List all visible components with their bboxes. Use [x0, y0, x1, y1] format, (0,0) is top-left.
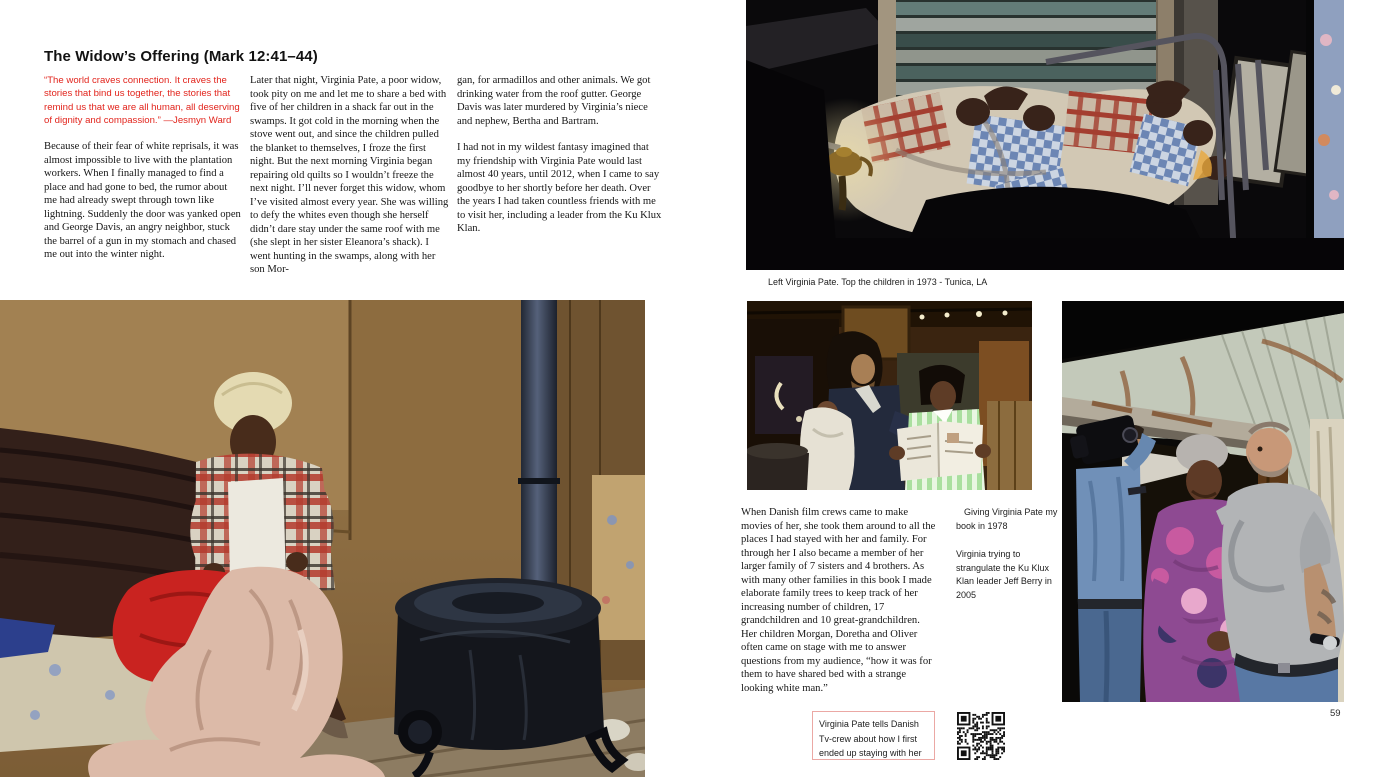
quilt-repair-illustration [0, 300, 645, 777]
caption-strangle-2005: Virginia trying to strangulate the Ku Klux Klan leader Jeff Berry in 2005 [956, 549, 1052, 600]
page-title: The Widow’s Offering (Mark 12:41–44) [44, 48, 318, 66]
pull-quote: “The world craves connection. It craves the stories that bind us together, the stories that remind us that we are all human, all deserving of dignity and compassion.” —Jesmyn Ward [44, 75, 240, 127]
caption-book-1978: Giving Virginia Pate my book in 1978 [956, 507, 1058, 531]
qr-code-graphic [957, 712, 1005, 760]
qr-code [957, 712, 1005, 760]
book-reading-illustration [747, 301, 1032, 490]
body-column-1: Because of their fear of white reprisals, it was almost impossible to live with the plantation workers. When I finally managed to find a place and had gone to bed, the rumor about me had already swept through town like lightning. Suddenly the door was yanked open and George Davis, an angry neighbor, stuck the barrel of a gun in my stomach and chased me out into the winter night. [44, 141, 241, 260]
photo-children-sleeping [746, 0, 1344, 270]
photo-strangle-hug [1062, 301, 1344, 702]
photo-caption: Left Virginia Pate. Top the children in 1973 - Tunica, LA [768, 277, 988, 287]
body-column-3-para-2: I had not in my wildest fantasy imagined that my friendship with Virginia Pate would last almost 40 years, until 2012, when I came to say goodbye to her shortly before her death. Over the years I had taken countless friends with me to visit her, including a leader from the Ku Klux Klan. [457, 142, 662, 234]
body-column-3 [457, 74, 662, 249]
page-number: 59 [1330, 708, 1341, 719]
photo-book-reading [747, 301, 1032, 490]
body-column-2: Later that night, Virginia Pate, a poor widow, took pity on me and let me to share a bed with five of her children in a shack far out in the swamps. It got cold in the morning when the stove went out, and since the children pulled the blanket to themselves, I froze the first night. But the next morning Virginia began repairing old quilts so I wouldn’t freeze the next night. I’ll never forget this widow, whom I’ve visited almost every year. She was willing to defy the whites even though she herself didn’t dare stay under the same roof with me (she slept in her sister Eleanora’s shack). I went hunting in the swamps, along with her son Mor- [250, 75, 449, 275]
qr-caption-box: Virginia Pate tells Danish Tv-crew about how I first ended up staying with her [812, 711, 935, 760]
strangle-hug-illustration [1062, 301, 1344, 702]
photo-quilt-repair-scene [0, 300, 645, 777]
body-column-3-para-1: gan, for armadillos and other animals. We got drinking water from the roof gutter. George Davis was later murdered by Virginia’s niece and nephew, Bertha and Bartram. [457, 75, 651, 127]
body-column-right: When Danish film crews came to make movies of her, she took them around to all the places I had stayed with her and family. For through her I also became a member of her larger family of 7 sisters and 4 brothers. As with many other families in this book I made elaborate family trees to keep track of her increasing number of children, 17 grandchildren and 10 great-grandchildren. Her children Morgan, Doretha and Oliver often came on stage with me to answer questions from my audience, “how it was for them to have shared bed with a strange looking white man.” [741, 507, 936, 694]
children-sleeping-illustration [746, 0, 1344, 270]
